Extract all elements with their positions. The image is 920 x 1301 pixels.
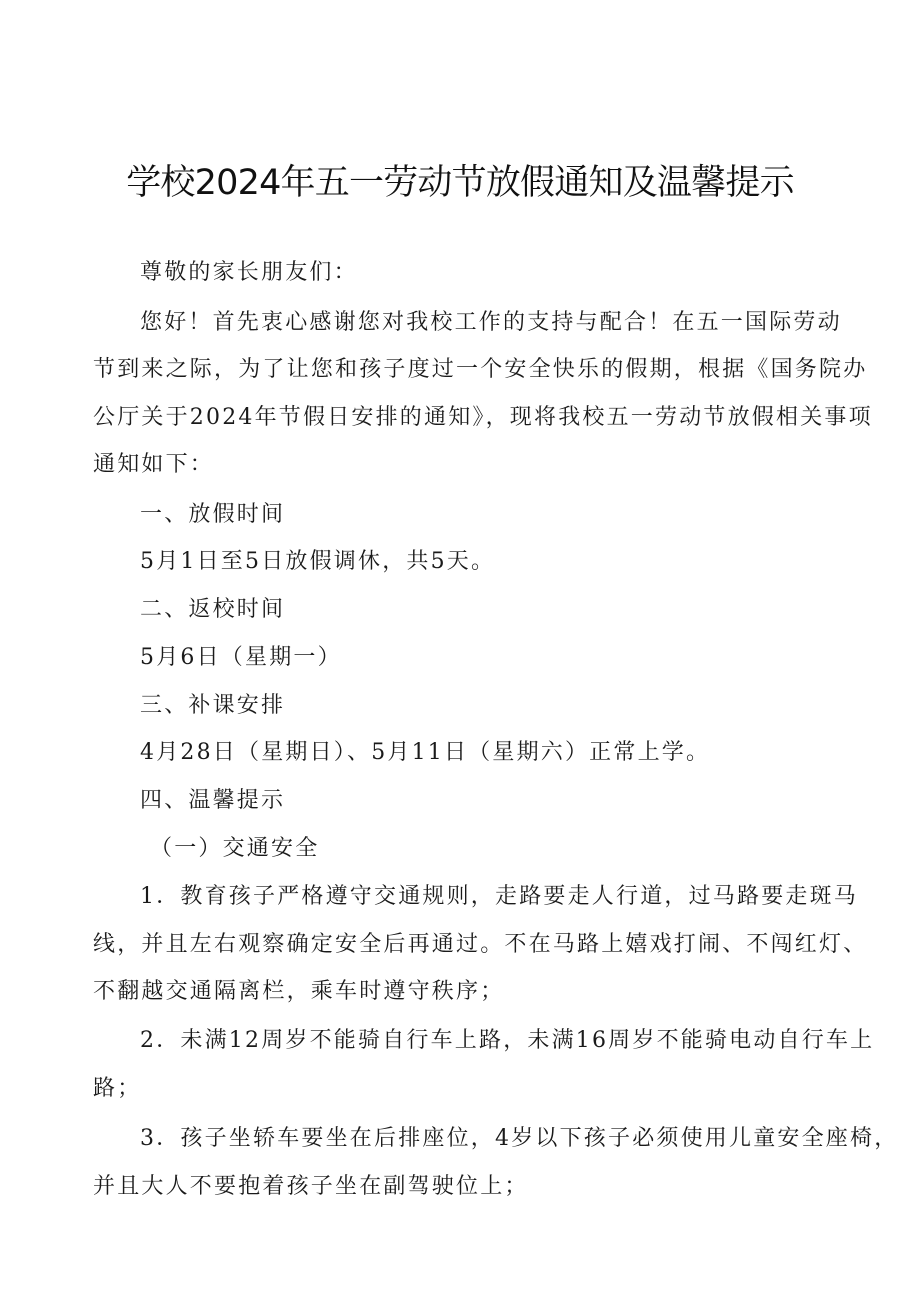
tip-2-line-2: 路； <box>93 1076 142 1101</box>
tip-1-line-2: 线，并且左右观察确定安全后再通过。不在马路上嬉戏打闹、不闯红灯、 <box>93 932 868 957</box>
section-heading-holiday: 一、放假时间 <box>140 502 286 527</box>
subsection-heading-traffic: （一）交通安全 <box>150 836 320 861</box>
intro-line-2: 节到来之际，为了让您和孩子度过一个安全快乐的假期，根据《国务院办 <box>93 357 868 382</box>
tip-1-line-1: 1．教育孩子严格遵守交通规则，走路要走人行道，过马路要走斑马 <box>140 884 858 909</box>
document-title: 学校2024年五一劳动节放假通知及温馨提示 <box>126 163 794 203</box>
intro-line-3: 公厅关于2024年节假日安排的通知》，现将我校五一劳动节放假相关事项 <box>93 405 873 430</box>
intro-line-4: 通知如下： <box>93 452 215 477</box>
tip-1-line-3: 不翻越交通隔离栏，乘车时遵守秩序； <box>93 979 505 1004</box>
section-heading-tips: 四、温馨提示 <box>140 788 286 813</box>
section-heading-return: 二、返校时间 <box>140 597 286 622</box>
tip-3-line-1: 3．孩子坐轿车要坐在后排座位，4岁以下孩子必须使用儿童安全座椅， <box>140 1126 899 1151</box>
intro-line-1: 您好！首先衷心感谢您对我校工作的支持与配合！在五一国际劳动 <box>140 310 842 335</box>
section-text-holiday: 5月1日至5日放假调休，共5天。 <box>140 549 496 574</box>
section-heading-makeup: 三、补课安排 <box>140 693 286 718</box>
tip-3-line-2: 并且大人不要抱着孩子坐在副驾驶位上； <box>93 1174 529 1199</box>
salutation: 尊敬的家长朋友们： <box>140 260 358 285</box>
section-text-return: 5月6日（星期一） <box>140 645 342 670</box>
tip-2-line-1: 2．未满12周岁不能骑自行车上路，未满16周岁不能骑电动自行车上 <box>140 1028 875 1053</box>
section-text-makeup: 4月28日（星期日）、5月11日（星期六）正常上学。 <box>140 740 711 765</box>
